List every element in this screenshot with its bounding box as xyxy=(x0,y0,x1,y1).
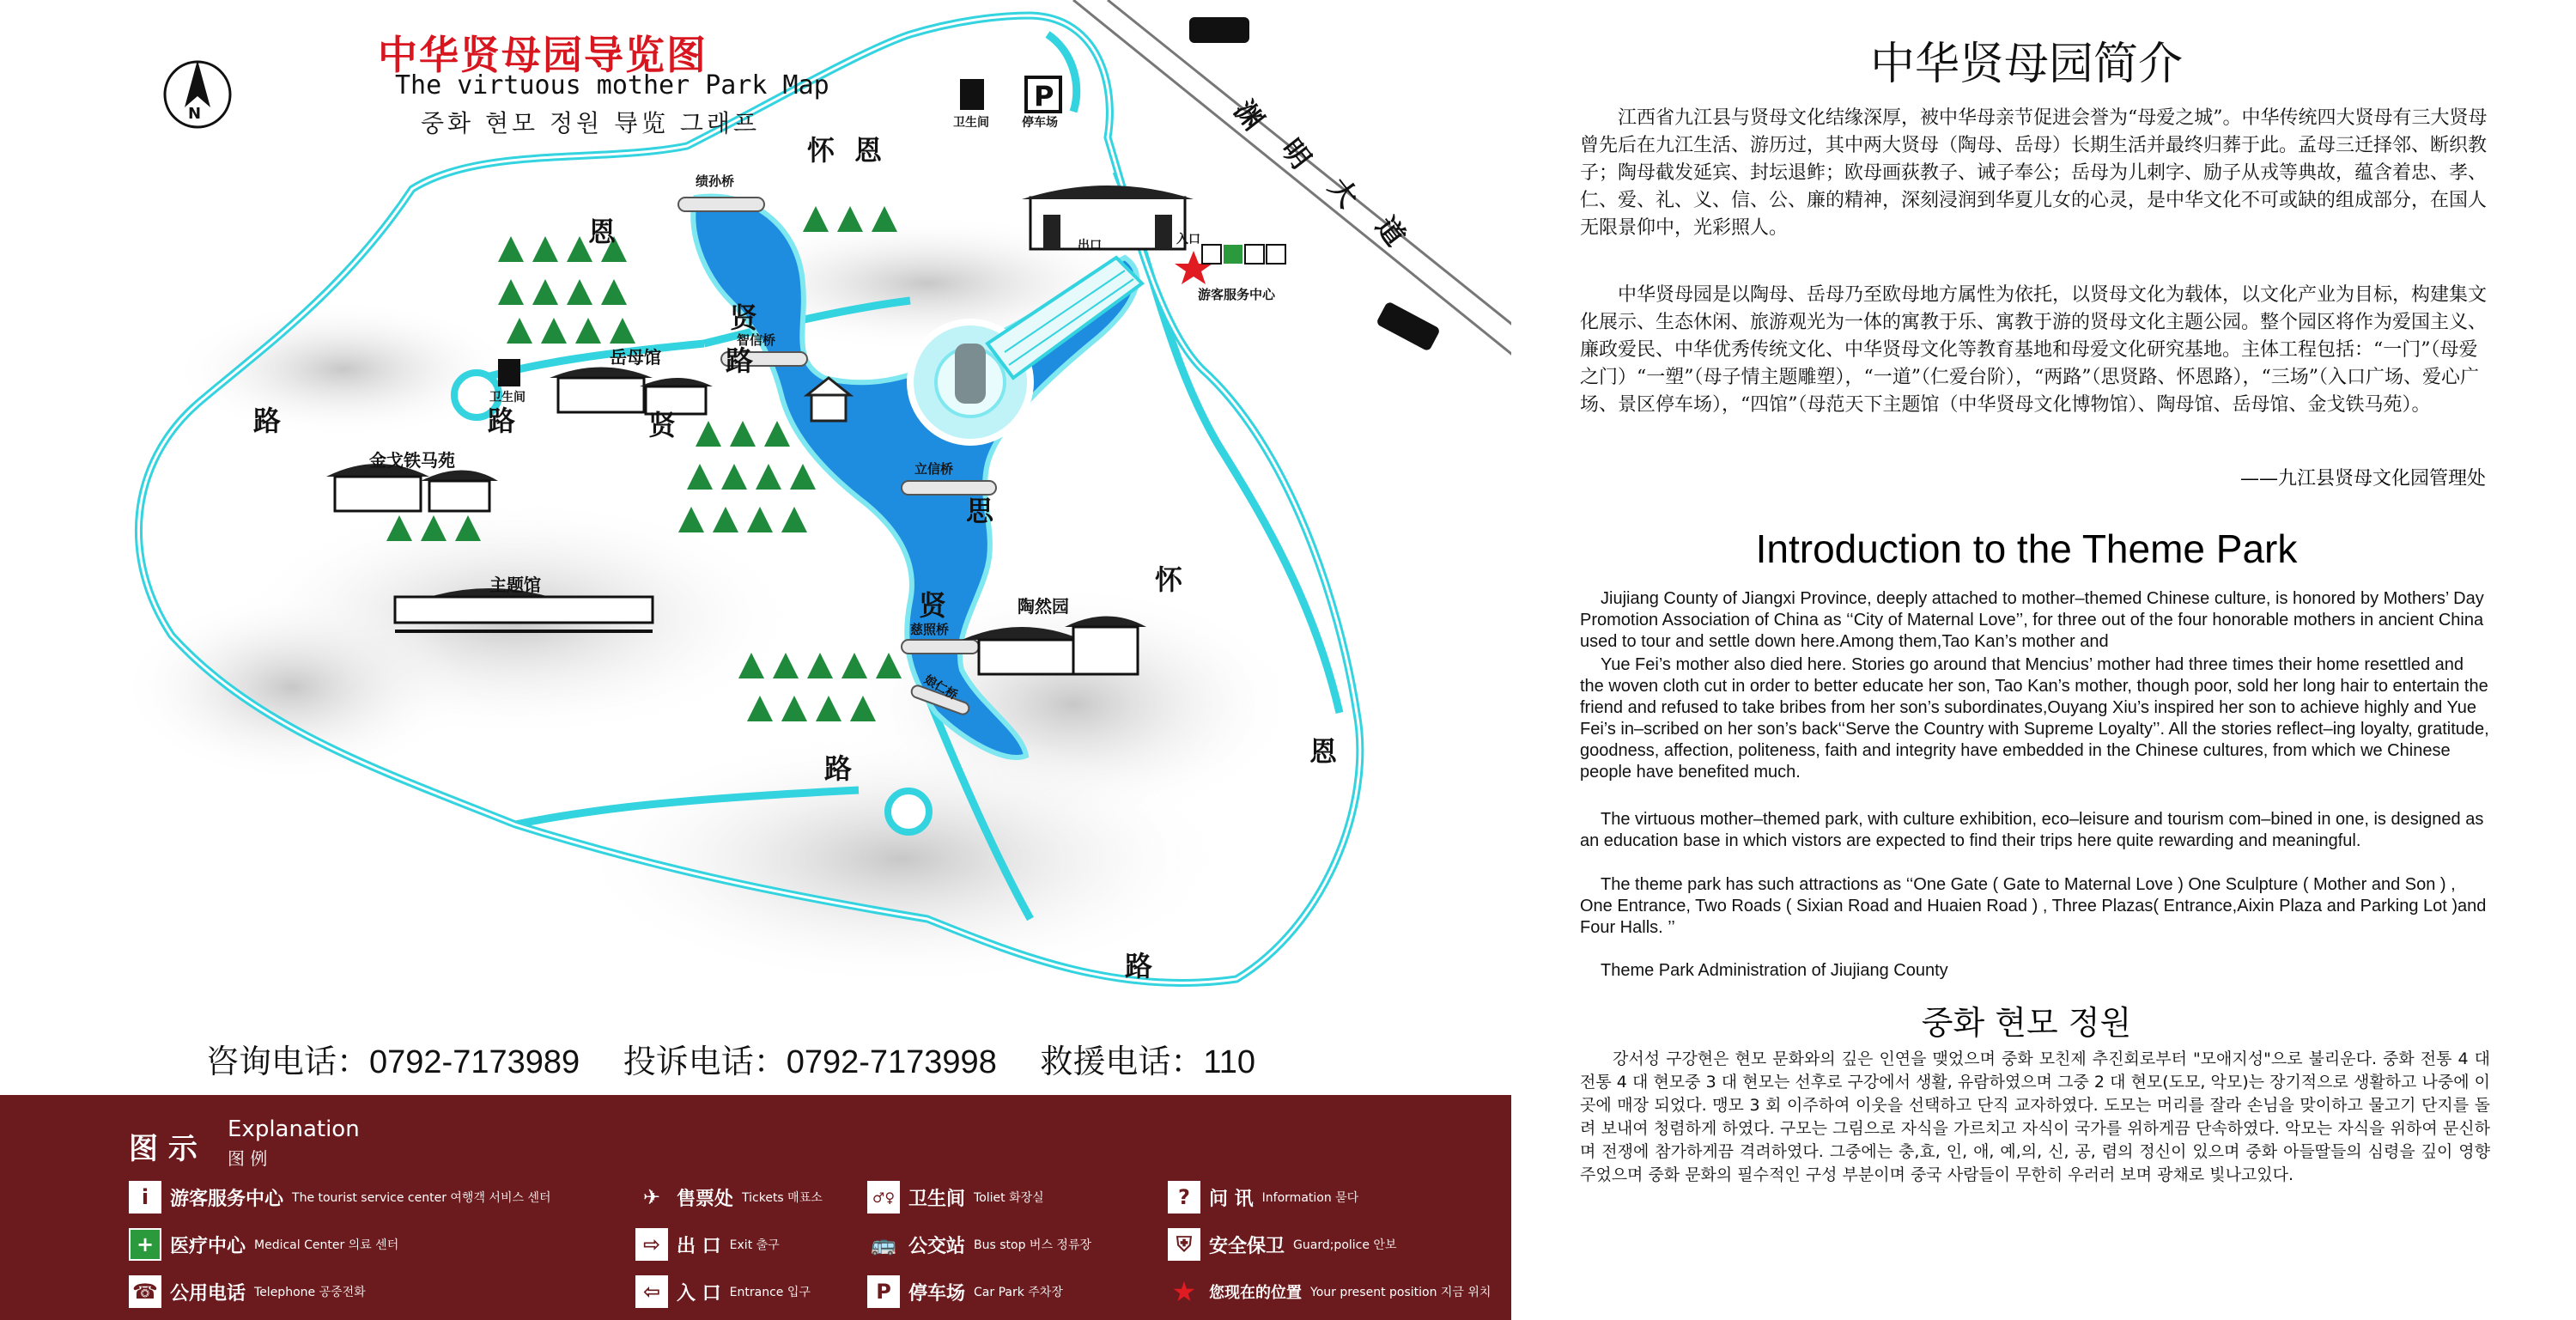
intro-title-zh: 中华贤母园简介 xyxy=(1869,39,2183,90)
road-char-2: 怀 xyxy=(807,134,835,167)
road-label-2: 明 xyxy=(1274,132,1318,175)
map-title-en: The virtuous mother Park Map xyxy=(395,70,829,100)
bridge-jingsun: 绩孙桥 xyxy=(696,173,735,189)
intro-title-ko: 중화 현모 정원 xyxy=(1921,1004,2132,1042)
mountain-terrain xyxy=(120,215,1297,988)
road-char-13: 贤 xyxy=(730,301,758,334)
intro-ko-paragraph: 강서성 구강현은 현모 문화와의 깊은 인연을 맺었으며 중화 모친제 추진회로부터 "모애지성"으로 불리운다. 중화 전통 4 대 전통 4 대 현모중 3 대 현모는 선후로 구강에서 생활, 유람하였으며 그중 2 대 현모(도모, 악모)는 장기적으로 생활하고 나중에 이곳에 매장 되었다. 맹모 3 회 이주하여 이웃을 선택하고 단직 교자하였다. 도모는 머리를 잘라 손님을 맞이하고 물고기 단지를 돌려 보내여 청렴하게 하였다. 구모는 그림으로 자식을 가르치고 자식이 국가를 위하게끔 단속하였다. 악모는 자식을 위하여 문신하며 전쟁에 참가하게끔 격려하였다. 그중에는 충,효, 인, 애, 예,의, 신, 공, 렴의 정신이 있으며 중화 아들딸들의 심령을 깊이 영향 주었으며 중화 문화의 필수적인 구성 부분이며 중국 사람들이 무한히 우러러 보며 광채로 빛나고있다. xyxy=(1580,1049,2490,1184)
legend-panel xyxy=(0,1095,1511,1320)
legend-title: 图 示 xyxy=(129,1132,197,1166)
intro-en-signature: Theme Park Administration of Jiujiang County xyxy=(1601,961,1948,980)
road-char-5: 路 xyxy=(488,405,516,437)
legend-item-bus: 🚌 公交站 Bus stop 버스 정류장 xyxy=(867,1228,1091,1261)
legend-item-medical: + 医疗中心 Medical Center 의료 센터 xyxy=(129,1228,398,1261)
label-jinge-garden: 金戈铁马苑 xyxy=(369,450,455,471)
legend-item-position: ★ 您现在的位置 Your present position 지금 위치 xyxy=(1168,1275,1491,1308)
label-toilet-west: 卫生间 xyxy=(489,391,526,405)
intro-en-paragraph-1: Jiujiang County of Jiangxi Province, deeply attached to mother–themed Chinese culture, is honored by Mothers’ Day Promotion Association of China as ‘‘City of Maternal Love’’, for three out of the four honorable mothers in ancient China used to tour and settle down here.Among them,Tao Kan’s mother and xyxy=(1580,589,2484,651)
label-taoran-garden: 陶然园 xyxy=(1018,596,1069,617)
road-char-3: 路 xyxy=(253,405,282,437)
bus-icon: 🚌 xyxy=(871,1232,896,1256)
toilet-icon xyxy=(960,79,984,110)
legend-item-toilet: ♂♀ 卫生间 Toliet 화장실 xyxy=(867,1181,1044,1214)
road-label-4: 道 xyxy=(1369,210,1413,252)
label-exit: 出口 xyxy=(1078,239,1102,252)
rescue-phone: 救援电话：110 xyxy=(1040,1044,1255,1080)
question-icon: ? xyxy=(1168,1181,1200,1214)
legend-title-zh2: 图 例 xyxy=(228,1148,268,1169)
legend-item-info-center: i 游客服务中心 The tourist service center 여행객 서비스 센터 xyxy=(129,1181,551,1214)
legend-item-guard: ⛨ 安全保卫 Guard;police 안보 xyxy=(1168,1228,1396,1261)
legend-item-parking: P 停车场 Car Park 주차장 xyxy=(867,1275,1063,1308)
yuemu-hall xyxy=(550,368,713,415)
label-parking: 停车场 xyxy=(1022,116,1058,130)
road-char-7: 贤 xyxy=(919,589,947,622)
guard-icon: ⛨ xyxy=(1168,1228,1200,1261)
entrance-icon: ⇦ xyxy=(635,1275,668,1308)
legend-item-telephone: ☎ 公用电话 Telephone 공중전화 xyxy=(129,1275,366,1308)
bridge-cizhao: 慈照桥 xyxy=(910,622,950,637)
parking-icon xyxy=(1026,77,1060,113)
svg-text:P: P xyxy=(1034,80,1054,113)
legend-item-information: ? 问 讯 Information 묻다 xyxy=(1168,1181,1358,1214)
label-entrance: 入口 xyxy=(1176,233,1200,246)
star-icon: ★ xyxy=(1171,1275,1197,1308)
label-visitor-center: 游客服务中心 xyxy=(1198,287,1276,302)
north-label: N xyxy=(188,105,202,123)
park-map xyxy=(0,0,1511,1099)
road-char-9: 怀 xyxy=(1155,563,1183,596)
introduction-panel xyxy=(1554,0,2576,1320)
toilet-icon: ♂♀ xyxy=(867,1181,900,1214)
intro-en-paragraph-3: The virtuous mother–themed park, with culture exhibition, eco–leisure and tourism com–bined in one, is designed as an education base in which vistors are expected to find their trips here quite rewarding and meaningful. xyxy=(1580,810,2484,850)
intro-en-paragraph-4: The theme park has such attractions as ‘‘One Gate ( Gate to Maternal Love ) One Sculpture ( Mother and Son ) , One Entrance, Two Roads ( Sixian Road and Huaien Road ) , Three Plazas( Entrance,Aixin Plaza and Parking Lot )and Four Halls. ’’ xyxy=(1580,875,2487,937)
entrance-gate xyxy=(1022,186,1194,249)
label-theme-hall: 主题馆 xyxy=(489,575,541,595)
info-icon: i xyxy=(129,1181,161,1214)
intro-en-paragraph-2: Yue Fei’s mother also died here. Stories go around that Mencius’ mother had three times their home resettled and the woven cloth cut in order to better educate her son, Tao Kan’s mother, though poor, sold her long hair to entertain the friend and refused to take bribes from her son’s subordinates,Ouyang Xiu’s inspired her son to achieve highly and Yue Fei’s in–scribed on her son’s back‘‘Serve the Country with Supreme Loyalty’’. All the stories reflect–ing loyalty, gratitude, goodness, affection, politeness, faith and integrity have embedded in the Chinese cultures, from which we Chinese people have benefited much. xyxy=(1580,655,2489,782)
bridge-lixin: 立信桥 xyxy=(914,461,954,477)
bridge-zhixin: 智信桥 xyxy=(737,332,776,348)
legend-item-entrance: ⇦ 入 口 Entrance 입구 xyxy=(635,1275,811,1308)
road-char-8: 路 xyxy=(1125,950,1153,982)
road-char-4: 贤 xyxy=(648,409,677,441)
bridge-renxin: 娘仁桥 xyxy=(921,672,960,703)
consult-phone: 咨询电话：0792-7173989 xyxy=(206,1044,580,1080)
yuanming-avenue xyxy=(1073,0,1511,361)
intro-zh-paragraph-1: 江西省九江县与贤母文化结缘深厚，被中华母亲节促进会誉为“母爱之城”。中华传统四大贤母有三大贤母曾先后在九江生活、游历过，其中两大贤母（陶母、岳母）长期生活并最终归葬于此。孟母三迁择邻、断织教子；陶母截发延宾、封坛退鲊；欧母画荻教子、诫子奉公；岳母为儿刺字、励子从戎等典故，蕴含着忠、孝、仁、爱、礼、义、信、公、廉的精神，深刻浸润到华夏儿女的心灵，是中华文化不可或缺的组成部分，在国人无限景仰中，光彩照人。 xyxy=(1580,107,2488,239)
road-char-14: 路 xyxy=(726,344,754,377)
medical-cross-icon: + xyxy=(129,1228,161,1261)
toilet-icon-west xyxy=(498,359,520,386)
intro-zh-signature: ——九江县贤母文化园管理处 xyxy=(2239,468,2486,490)
road-label-3: 大 xyxy=(1321,171,1365,214)
service-icons xyxy=(1202,245,1285,264)
road-char-11: 路 xyxy=(824,752,853,785)
intro-zh-paragraph-2: 中华贤母园是以陶母、岳母乃至欧母地方属性为依托，以贤母文化为载体，以文化产业为目标，构建集文化展示、生态休闲、旅游观光为一体的寓教于乐、寓教于游的贤母文化主题公园。整个园区将作为爱国主义、廉政爱民、中华优秀传统文化、中华贤母文化等教育基地和母爱文化研究基地。主体工程包括：“一门”（母爱之门）“一塑”（母子情主题雕塑），“一道”（仁爱台阶），“两路”（思贤路、怀恩路），“三场”（入口广场、爱心广场、景区停车场），“四馆”（母范天下主题馆（中华贤母文化博物馆）、陶母馆、岳母馆、金戈铁马苑）。 xyxy=(1580,284,2488,416)
legend-title-en: Explanation xyxy=(228,1116,360,1142)
intro-title-en: Introduction to the Theme Park xyxy=(1755,526,2298,571)
parking-icon: P xyxy=(867,1275,900,1308)
ticket-icon: ✈ xyxy=(642,1185,661,1209)
road-char-1: 恩 xyxy=(854,134,883,167)
mother-son-sculpture xyxy=(955,344,986,404)
telephone-icon: ☎ xyxy=(129,1275,161,1308)
exit-icon: ⇨ xyxy=(635,1228,668,1261)
legend-item-exit: ⇨ 出 口 Exit 출구 xyxy=(635,1228,780,1261)
legend-item-tickets: ✈ 售票处 Tickets 매표소 xyxy=(635,1181,823,1214)
roundabout-south xyxy=(888,791,929,832)
road-char-6: 思 xyxy=(966,495,994,527)
road-char-10: 恩 xyxy=(1309,735,1338,768)
label-toilet: 卫生间 xyxy=(953,116,989,130)
complaint-phone: 投诉电话：0792-7173998 xyxy=(623,1044,997,1080)
road-char-12: 恩 xyxy=(588,216,617,248)
road-label-1: 渊 xyxy=(1227,94,1271,137)
map-title-ko: 중화 현모 정원 导览 그래프 xyxy=(421,109,761,137)
contact-phones xyxy=(206,1035,1290,1082)
map-title: 中华贤母园导览图 xyxy=(378,32,708,78)
label-yuemu-hall: 岳母馆 xyxy=(610,347,661,368)
